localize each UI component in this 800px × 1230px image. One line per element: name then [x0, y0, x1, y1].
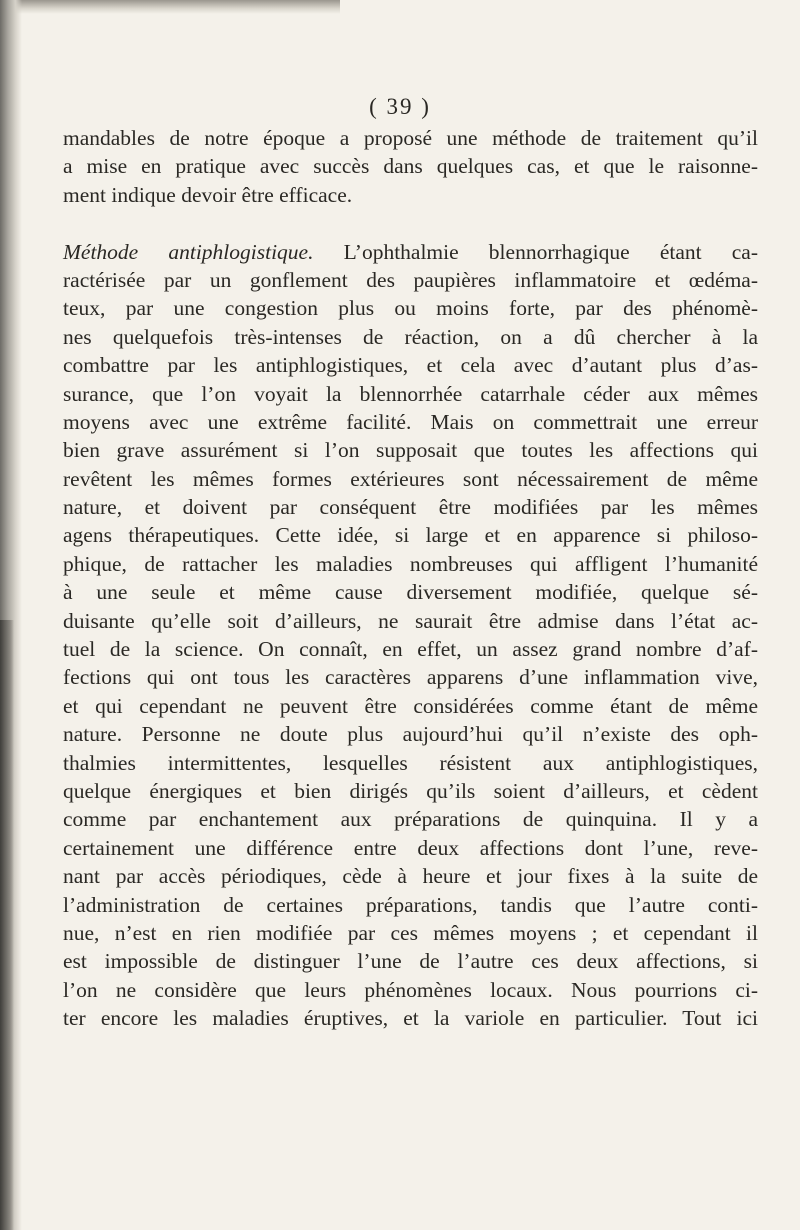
- page-number: ( 39 ): [369, 94, 431, 119]
- line-text: ractérisée par un gonflement des paupières inflammatoire et œdéma-: [63, 267, 758, 292]
- text-line: [63, 777, 758, 805]
- text-line: [63, 805, 758, 833]
- text-line: [63, 919, 758, 947]
- text-line: [63, 408, 758, 436]
- section-heading-line: [63, 238, 758, 266]
- text-line: [63, 635, 758, 663]
- text-line: [63, 493, 758, 521]
- line-text: fections qui ont tous les caractères apparens d’une inflammation vive,: [63, 665, 758, 690]
- text-line: [63, 607, 758, 635]
- line-text: certainement une différence entre deux affections dont l’une, reve-: [63, 835, 758, 860]
- text-line: [63, 294, 758, 322]
- line-text: et qui cependant ne peuvent être considérées comme étant de même: [63, 693, 758, 718]
- body-text: [63, 124, 758, 1033]
- line-text: ter encore les maladies éruptives, et la variole en particulier. Tout ici: [63, 1006, 758, 1031]
- line-text: à une seule et même cause diversement modifiée, quelque sé-: [63, 580, 758, 605]
- text-line: [63, 266, 758, 294]
- text-line: [63, 976, 758, 1004]
- line-text: nes quelquefois très-intenses de réaction, on a dû chercher à la: [63, 324, 758, 349]
- text-line: [63, 351, 758, 379]
- book-gutter-dark-edge: [0, 620, 14, 1230]
- text-line: [63, 550, 758, 578]
- line-text: agens thérapeutiques. Cette idée, si large et en apparence si philoso-: [63, 523, 758, 548]
- line-text: thalmies intermittentes, lesquelles résistent aux antiphlogistiques,: [63, 750, 758, 775]
- text-line: [63, 152, 758, 180]
- line-text: a mise en pratique avec succès dans quelques cas, et que le raisonne-: [63, 154, 758, 179]
- text-line: [63, 749, 758, 777]
- text-line: [63, 862, 758, 890]
- text-line: [63, 380, 758, 408]
- text-line: [63, 947, 758, 975]
- line-text: comme par enchantement aux préparations de quinquina. Il y a: [63, 807, 758, 832]
- page-top-shadow: [0, 0, 340, 14]
- text-line: [63, 578, 758, 606]
- line-text: ment indique devoir être efficace.: [63, 182, 353, 207]
- text-line: [63, 323, 758, 351]
- line-text: combattre par les antiphlogistiques, et cela avec d’autant plus d’as-: [63, 353, 758, 378]
- text-line: [63, 834, 758, 862]
- line-text: l’on ne considère que leurs phénomènes locaux. Nous pourrions ci-: [63, 977, 758, 1002]
- text-line: [63, 124, 758, 152]
- line-text: l’administration de certaines préparations, tandis que l’autre conti-: [63, 892, 758, 917]
- text-line: [63, 209, 758, 237]
- line-text: nue, n’est en rien modifiée par ces mêmes moyens ; et cependant il: [63, 920, 758, 945]
- line-text: L’ophthalmie blennorrhagique étant ca-: [313, 239, 758, 264]
- text-line: [63, 181, 758, 209]
- line-text: nant par accès périodiques, cède à heure et jour fixes à la suite de: [63, 864, 758, 889]
- line-text: revêtent les mêmes formes extérieures sont nécessairement de même: [63, 466, 758, 491]
- line-text: tuel de la science. On connaît, en effet, un assez grand nombre d’af-: [63, 637, 758, 662]
- line-text: nature, et doivent par conséquent être modifiées par les mêmes: [63, 495, 758, 520]
- text-line: [63, 465, 758, 493]
- text-line: [63, 663, 758, 691]
- line-text: est impossible de distinguer l’une de l’autre ces deux affections, si: [63, 949, 758, 974]
- line-text: surance, que l’on voyait la blennorrhée catarrhale céder aux mêmes: [63, 381, 758, 406]
- line-text: phique, de rattacher les maladies nombreuses qui affligent l’humanité: [63, 551, 758, 576]
- text-line: [63, 891, 758, 919]
- line-text: mandables de notre époque a proposé une méthode de traitement qu’il: [63, 126, 758, 150]
- text-line: [63, 1004, 758, 1032]
- section-heading: Méthode antiphlogistique.: [63, 239, 314, 264]
- text-line: [63, 720, 758, 748]
- line-text: nature. Personne ne doute plus aujourd’hui qu’il n’existe des oph-: [63, 722, 758, 747]
- line-text: moyens avec une extrême facilité. Mais on commettrait une erreur: [63, 409, 758, 434]
- text-line: [63, 436, 758, 464]
- line-text: quelque énergiques et bien dirigés qu’ils soient d’ailleurs, et cèdent: [63, 778, 758, 803]
- text-line: [63, 521, 758, 549]
- line-text: teux, par une congestion plus ou moins forte, par des phénomè-: [63, 296, 758, 321]
- text-line: [63, 692, 758, 720]
- line-text: duisante qu’elle soit d’ailleurs, ne saurait être admise dans l’état ac-: [63, 608, 758, 633]
- line-text: bien grave assurément si l’on supposait que toutes les affections qui: [63, 438, 758, 463]
